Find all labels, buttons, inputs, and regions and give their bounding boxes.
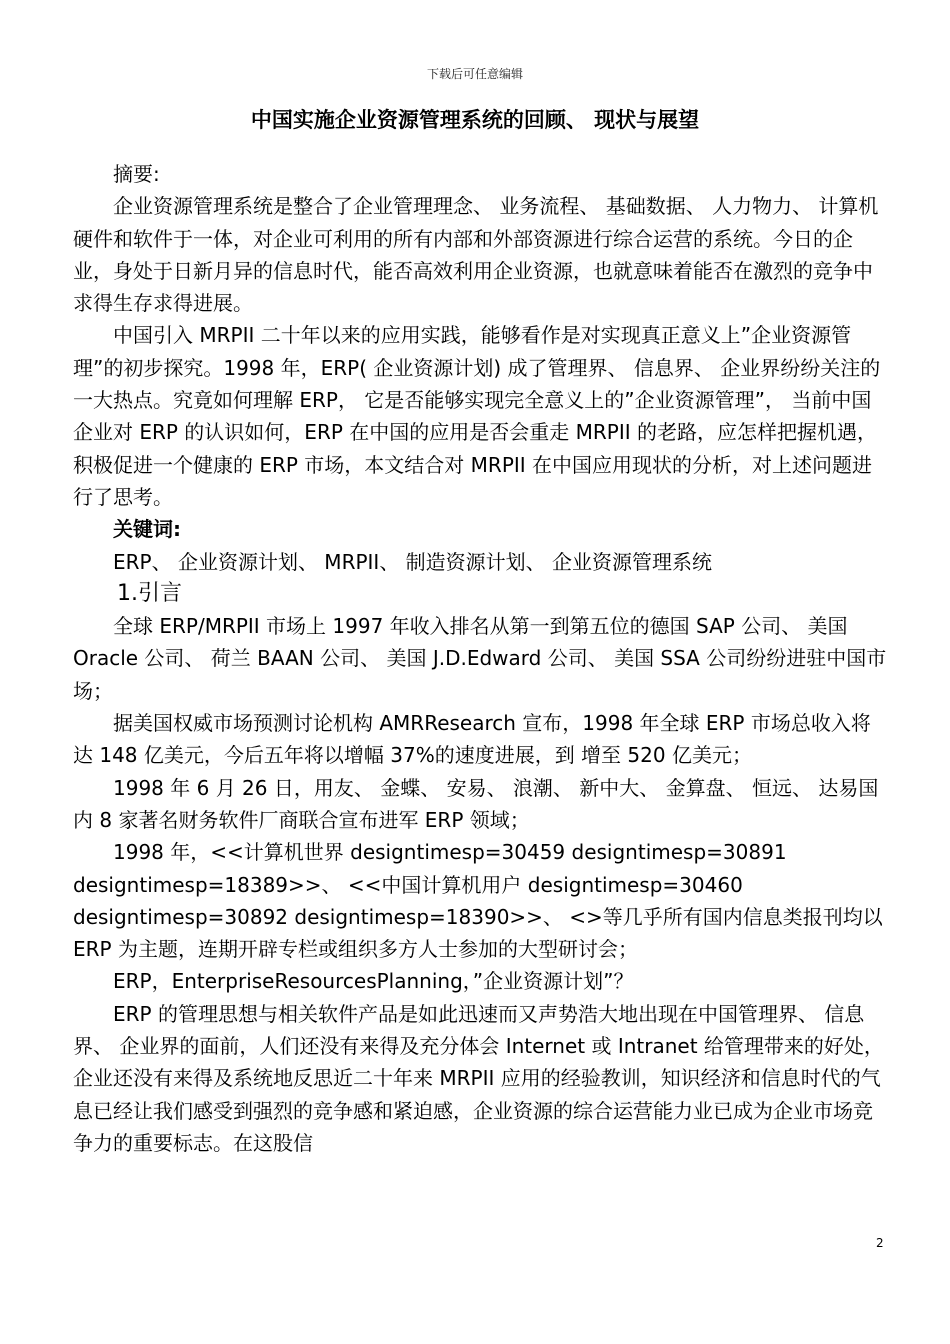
section-paragraph-6: ERP 的管理思想与相关软件产品是如此迅速而又声势浩大地出现在中国管理界、 信息界、 企业界的面前，人们还没有来得及充分体会 Internet 或 Intranet 给管理带来的好处，企业还没有来得及系统地反思近二十年来 MRPII 应用的经验教训，知识经济和信息时代的气息已经让我们感受到强烈的竞争感和紧迫感，企业资源的综合运营能力业已成为企业市场竞争力的重要标志。在这股信 [73,1001,884,1155]
section-paragraph-5: ERP，EnterpriseResourcesPlanning，”企业资源计划”？ [113,969,634,994]
section-paragraph-4: 1998 年，<<计算机世界 designtimesp=30459 designtimesp=30891 designtimesp=18389>>、 <<中国计算机用户 designtimesp=30460 designtimesp=30892 designtimesp=18390>>、 <>等几乎所有国内信息类报刊均以 ERP 为主题，连期开辟专栏或组织多方人士参加的大型研讨会； [73,840,883,962]
header-note: 下载后可任意编辑 [426,67,523,81]
section-title-introduction: 1.引言 [117,580,182,606]
keywords-line: ERP、 企业资源计划、 MRPII、 制造资源计划、 企业资源管理系统 [113,549,713,574]
abstract-label: 摘要: [113,162,160,186]
section-paragraph-2: 据美国权威市场预测讨论机构 AMRResearch 宣布，1998 年全球 ERP 市场总收入将达 148 亿美元，今后五年将以增幅 37%的速度进展，到 增至 520 亿美元； [73,711,871,768]
abstract-paragraph-1: 企业资源管理系统是整合了企业管理理念、 业务流程、 基础数据、 人力物力、 计算机硬件和软件于一体，对企业可利用的所有内部和外部资源进行综合运营的系统。今日的企业，身处于日新月异的信息时代，能否高效利用企业资源，也就意味着能否在激烈的竞争中求得生存求得进展。 [73,194,879,316]
document-body [73,158,888,1159]
page-number: 2 [876,1236,884,1250]
section-paragraph-3: 1998 年 6 月 26 日，用友、 金蝶、 安易、 浪潮、 新中大、 金算盘、 恒远、 达易国内 8 家著名财务软件厂商联合宣布进军 ERP 领域； [73,775,879,832]
abstract-paragraph-2: 中国引入 MRPII 二十年以来的应用实践，能够看作是对实现真正意义上”企业资源管理”的初步探究。1998 年，ERP( 企业资源计划) 成了管理界、 信息界、 企业界纷纷关注的一大热点。究竟如何理解 ERP， 它是否能够实现完全意义上的”企业资源管理”， 当前中国企业对 ERP 的认识如何，ERP 在中国的应用是否会重走 MRPII 的老路，应怎样把握机遇，积极促进一个健康的 ERP 市场，本文结合对 MRPII 在中国应用现状的分析，对上述问题进行了思考。 [73,323,881,509]
keywords-label: 关键词: [113,517,181,542]
section-paragraph-1: 全球 ERP/MRPII 市场上 1997 年收入排名从第一到第五位的德国 SAP 公司、 美国 Oracle 公司、 荷兰 BAAN 公司、 美国 J.D.Edward 公司、 美国 SSA 公司纷纷进驻中国市场； [73,614,887,703]
document-title: 中国实施企业资源管理系统的回顾、 现状与展望 [250,108,700,132]
